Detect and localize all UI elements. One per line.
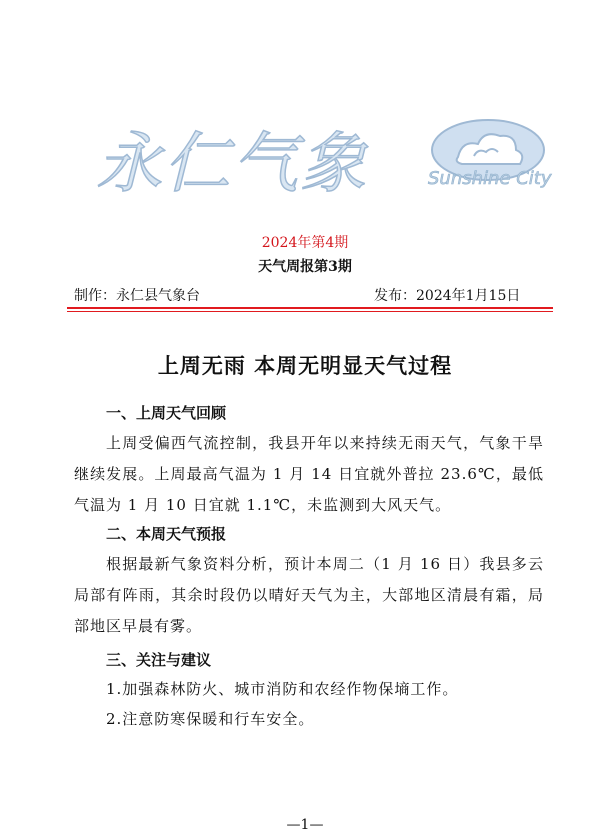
- producer-line: 制作：永仁县气象台: [74, 288, 200, 304]
- section-heading-review: 一、上周天气回顾: [106, 404, 227, 422]
- release-date: 发布：2024年1月15日: [374, 288, 521, 304]
- section-text-review: 上周受偏西气流控制，我县开年以来持续无雨天气，气象干旱继续发展。上周最高气温为 1 月 14 日宜就外普拉 23.6℃，最低气温为 1 月 10 日宜就 1.1℃，未监测到大风天气。: [74, 434, 544, 514]
- section-heading-forecast: 二、本周天气预报: [106, 525, 227, 543]
- report-name: 天气周报第3期: [258, 259, 352, 275]
- advice-item: 1.加强森林防火、城市消防和农经作物保墒工作。: [106, 680, 459, 698]
- logo-wordmark: 永仁气象: [96, 125, 368, 202]
- advice-item: 2.注意防寒保暖和行车安全。: [106, 710, 315, 728]
- section-text-forecast: 根据最新气象资料分析，预计本周二（1 月 16 日）我县多云局部有阵雨，其余时段仍以晴好天气为主，大部地区清晨有霜，局部地区早晨有雾。: [74, 555, 544, 635]
- header-divider-thin: [67, 311, 553, 312]
- section-heading-advice: 三、关注与建议: [106, 651, 212, 669]
- page-number: —1—: [286, 817, 324, 833]
- logo-caption: Sunshine City: [428, 168, 552, 189]
- header-divider: [67, 307, 553, 309]
- page-title: 上周无雨 本周无明显天气过程: [157, 353, 453, 378]
- issue-number: 2024年第4期: [261, 235, 349, 251]
